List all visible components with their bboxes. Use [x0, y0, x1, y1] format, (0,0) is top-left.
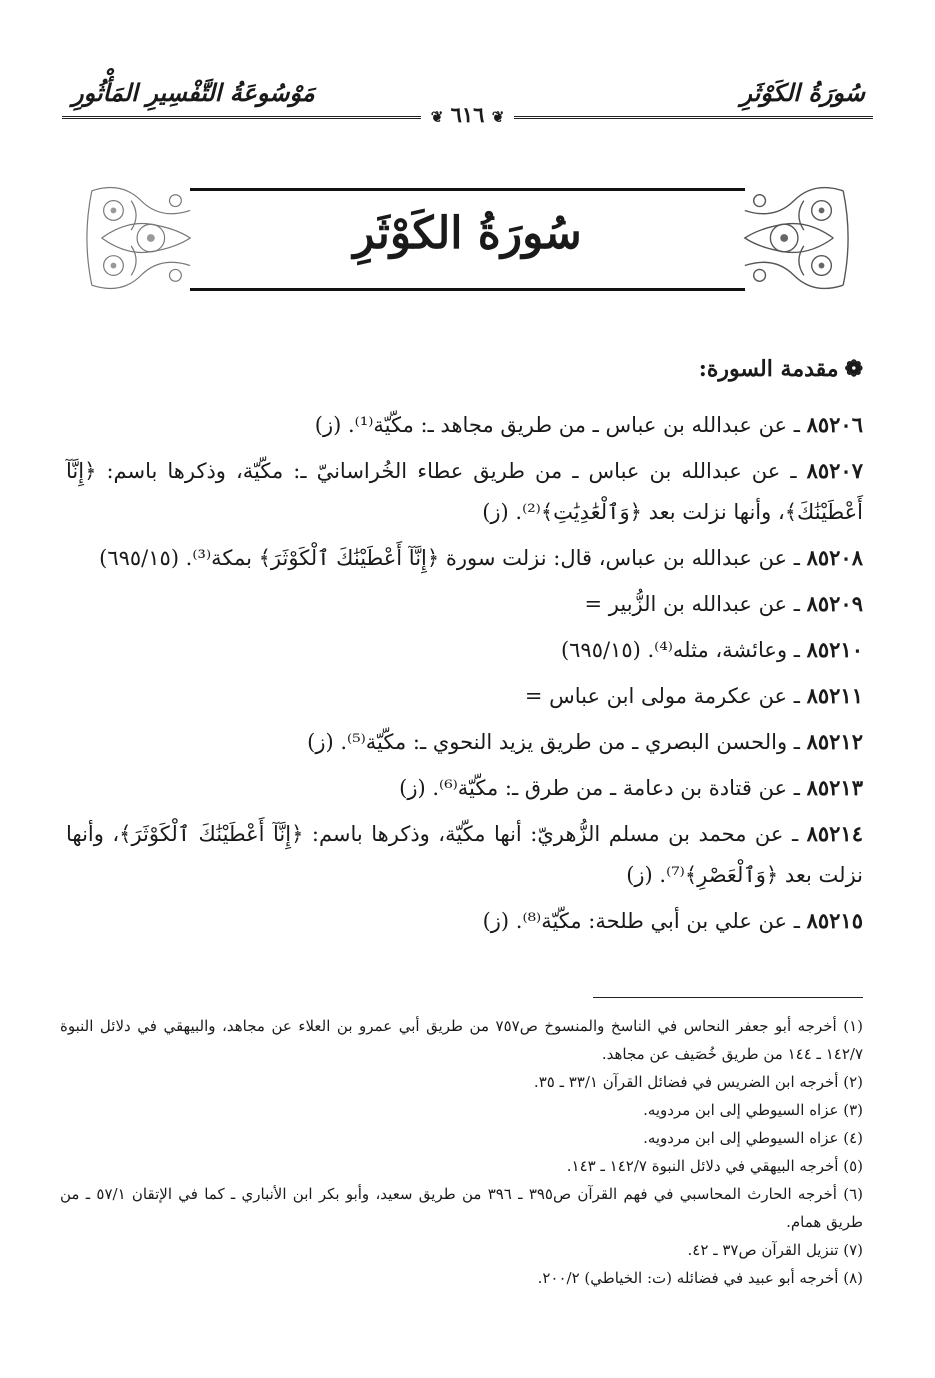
narration-entry [66, 404, 863, 446]
narration-number: ٨٥٢١٤ [806, 821, 863, 846]
narration-number: ٨٥٢١٣ [806, 775, 863, 800]
narration-entry [66, 583, 863, 625]
narration-number: ٨٥٢١٠ [806, 637, 863, 662]
narration-number: ٨٥٢٠٧ [806, 458, 863, 483]
narration-entry [66, 721, 863, 763]
footnote: (٦) أخرجه الحارث المحاسبي في فهم القرآن ص٣٩٥ ـ ٣٩٦ من طريق سعيد، وأبو بكر ابن الأنباري ـ كما في الإتقان ٥٧/١ ـ من طريق همام. [60, 1185, 863, 1231]
banner-top-rule [190, 188, 745, 191]
banner-bottom-rule [190, 288, 745, 291]
left-ornament-icon: ❦ [491, 108, 505, 126]
narration-entry [66, 767, 863, 809]
page-number-box [421, 102, 515, 127]
footnotes [60, 1012, 863, 1292]
footnote: (٣) عزاه السيوطي إلى ابن مردويه. [643, 1101, 863, 1119]
narration-number: ٨٥٢٠٦ [806, 412, 863, 437]
narration-number: ٨٥٢١١ [806, 683, 863, 708]
surah-title-banner [72, 178, 863, 298]
page-number: ٦١٦ [450, 102, 485, 127]
right-ornament-icon: ❦ [430, 108, 444, 126]
footnote-separator [593, 997, 863, 998]
narration-text: ـ عن عبدالله بن عباس، قال: نزلت سورة ﴿إِنَّآ أَعْطَيْنَٰكَ ٱلْكَوْثَرَ﴾ بمكة⁽³⁾. (٦٩٥/١٥) [99, 546, 807, 570]
narration-text: ـ عن علي بن أبي طلحة: مكّيّة⁽⁸⁾. (ز) [482, 909, 807, 933]
narration-list [66, 404, 863, 946]
running-header-book-title: مَوْسُوعَةُ التَّفْسِيرِ المَأْثُورِ [72, 78, 315, 107]
narration-text: ـ والحسن البصري ـ من طريق يزيد النحوي ـ: مكّيّة⁽⁵⁾. (ز) [307, 730, 807, 754]
section-heading [699, 356, 863, 382]
narration-text: ـ عن عبدالله بن الزُّبير = [584, 592, 807, 616]
narration-text: ـ وعائشة، مثله⁽⁴⁾. (٦٩٥/١٥) [560, 638, 807, 662]
running-header [62, 72, 873, 127]
narration-entry [66, 450, 863, 533]
narration-entry [66, 813, 863, 896]
flower-star-icon: ❁ [844, 356, 863, 382]
narration-entry [66, 537, 863, 579]
surah-title: سُورَةُ الكَوْثَرِ [353, 208, 582, 259]
narration-number: ٨٥٢٠٨ [806, 545, 863, 570]
narration-text: ـ عن محمد بن مسلم الزُّهريّ: أنها مكّيّة، وذكرها باسم: ﴿إِنَّآ أَعْطَيْنَٰكَ ٱلْكَوْثَرَ﴾، وأنها نزلت بعد ﴿وَٱلْعَصْرِ﴾⁽⁷⁾. (ز) [66, 822, 863, 887]
narration-text: ـ عن عبدالله بن عباس ـ من طريق مجاهد ـ: مكّيّة⁽¹⁾. (ز) [314, 413, 807, 437]
narration-number: ٨٥٢١٥ [806, 908, 863, 933]
narration-text: ـ عن عكرمة مولى ابن عباس = [524, 684, 807, 708]
footnote: (٤) عزاه السيوطي إلى ابن مردويه. [643, 1129, 863, 1147]
narration-number: ٨٥٢٠٩ [806, 591, 863, 616]
footnote: (٨) أخرجه أبو عبيد في فضائله (ت: الخياطي) ٢٠٠/٢. [537, 1269, 863, 1287]
narration-entry [66, 900, 863, 942]
footnote: (٧) تنزيل القرآن ص٣٧ ـ ٤٢. [687, 1241, 863, 1259]
narration-number: ٨٥٢١٢ [806, 729, 863, 754]
narration-entry [66, 629, 863, 671]
footnote: (١) أخرجه أبو جعفر النحاس في الناسخ والمنسوخ ص٧٥٧ من طريق أبي عمرو بن العلاء عن مجاهد، والبيهقي في دلائل النبوة ١٤٢/٧ ـ ١٤٤ من طريق خُصَيف عن مجاهد. [60, 1017, 863, 1063]
footnote: (٢) أخرجه ابن الضريس في فضائل القرآن ٣٣/١ ـ ٣٥. [533, 1073, 863, 1091]
narration-entry [66, 675, 863, 717]
narration-text: ـ عن قتادة بن دعامة ـ من طرق ـ: مكّيّة⁽⁶⁾. (ز) [399, 776, 807, 800]
running-header-surah-title: سُورَةُ الكَوْثَرِ [740, 78, 865, 107]
section-heading-text: مقدمة السورة: [698, 356, 839, 382]
narration-text: ـ عن عبدالله بن عباس ـ من طريق عطاء الخُراسانيّ ـ: مكّيّة، وذكرها باسم: ﴿إِنَّآ أَعْطَيْنَٰكَ﴾، وأنها نزلت بعد ﴿وَٱلْعَٰدِيَٰتِ﴾⁽²⁾. (ز) [66, 459, 863, 524]
footnote: (٥) أخرجه البيهقي في دلائل النبوة ١٤٢/٧ ـ ١٤٣. [566, 1157, 863, 1175]
